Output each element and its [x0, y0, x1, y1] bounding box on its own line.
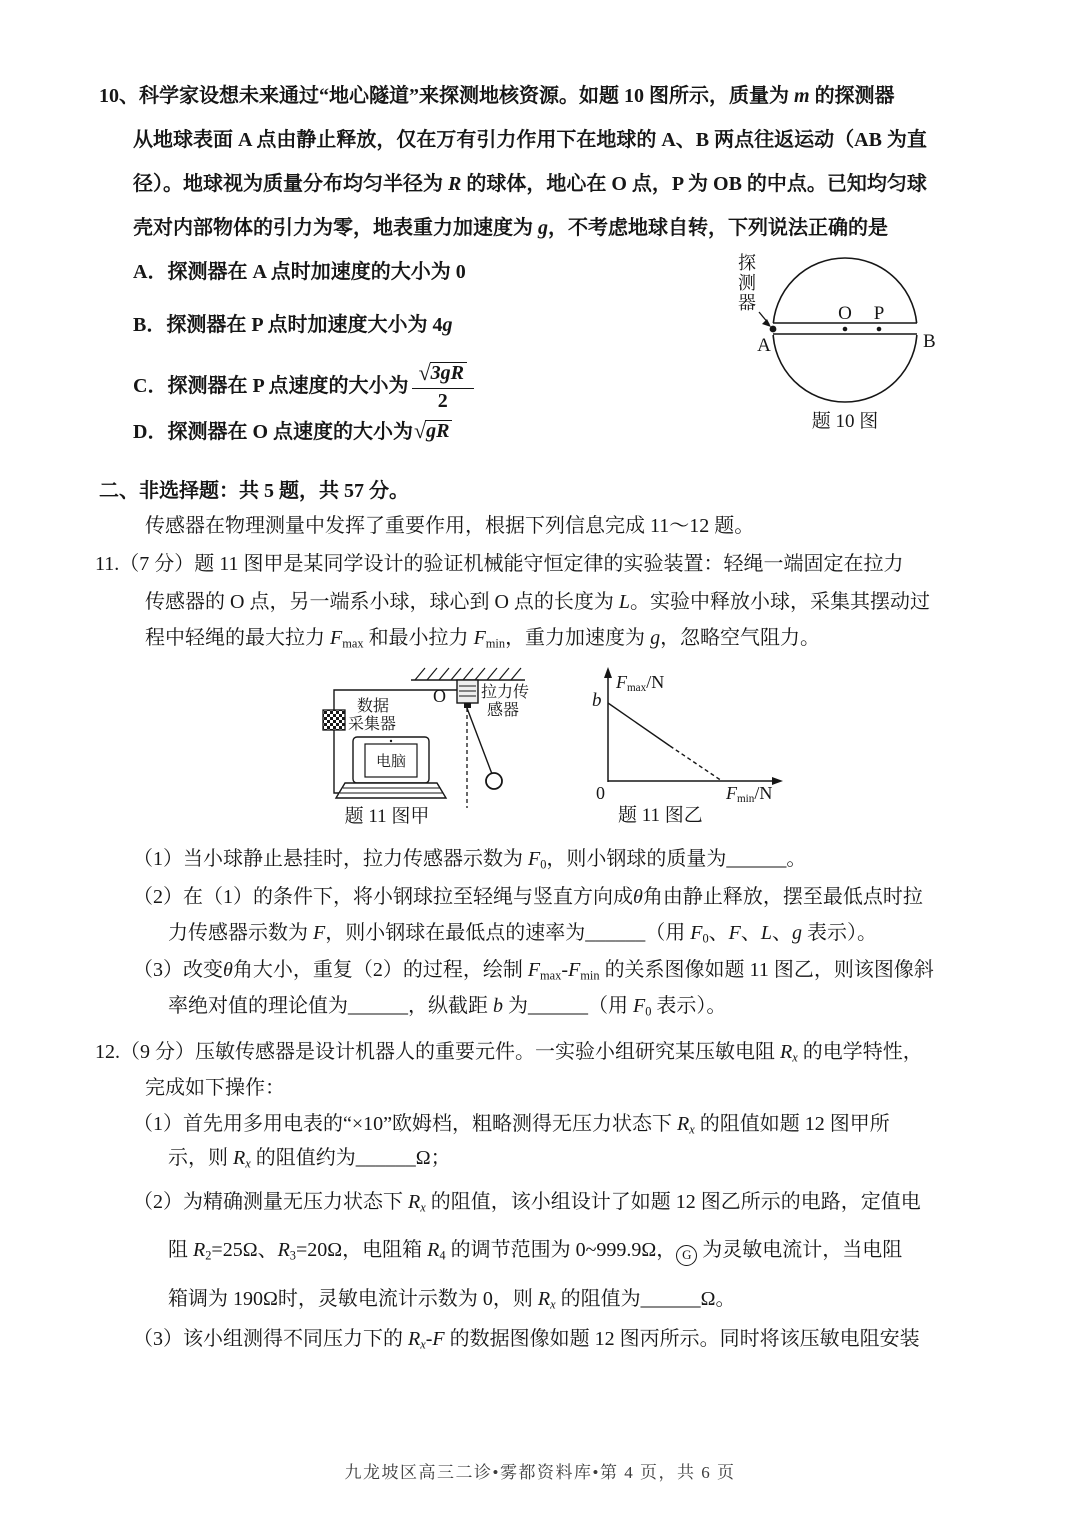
q12-stem-line1: 12.（9 分）压敏传感器是设计机器人的重要元件。一实验小组研究某压敏电阻 $R_x$ 的电学特性， — [95, 1041, 923, 1065]
label-logger-line1: 数据 — [357, 698, 390, 715]
q10-stem-line3: 径）。地球视为质量分布均匀半径为 R 的球体，地心在 O 点，P 为 OB 的中点。已知均匀球 — [133, 173, 927, 195]
point-o-dot — [843, 327, 848, 332]
q11-sub2-line2: 力传感器示数为 F，则小钢球在最低点的速率为______（用 $F_0$、F、L、g 表示）。 — [168, 922, 877, 946]
q11-sub2-line1: （2）在（1）的条件下，将小钢球拉至轻绳与竖直方向成θ角由静止释放，摆至最低点时拉 — [133, 886, 923, 908]
laptop-keyboard — [336, 783, 446, 798]
detector-label: 探测器 — [738, 253, 756, 313]
graph-intercept-b: b — [592, 690, 602, 711]
data-logger-box — [323, 710, 345, 730]
graph-ylabel: $F_{max}/N$ — [616, 672, 665, 695]
page-footer: 九龙坡区高三二诊•雾都资料库•第 4 页，共 6 页 — [344, 1463, 736, 1482]
q10-stem-line4: 壳对内部物体的引力为零，地表重力加速度为 g，不考虑地球自转，下列说法正确的是 — [133, 217, 888, 239]
section2-title-count: 共 5 题，共 57 分。 — [239, 480, 409, 502]
q10-stem-line1: 10、科学家设想未来通过“地心隧道”来探测地核资源。如题 10 图所示，质量为 m 的探测器 — [99, 85, 895, 107]
q10-figure-caption: 题 10 图 — [811, 411, 879, 432]
graph-origin: 0 — [596, 783, 605, 803]
section2-title — [99, 477, 409, 505]
q10-option-c: C．探测器在 P 点速度的大小为 √ 3gR 2 — [133, 362, 477, 413]
q11-figure-jia-caption: 题 11 图甲 — [344, 806, 430, 827]
q11-stem-line1: 11.（7 分）题 11 图甲是某同学设计的验证机械能守恒定律的实验装置：轻绳一端固定在拉力 — [95, 553, 904, 575]
graph-line-dashed — [670, 746, 722, 781]
q10-stem-line2: 从地球表面 A 点由静止释放，仅在万有引力作用下在地球的 A、B 两点往返运动（AB 为直 — [133, 129, 927, 151]
q12-sub1-line1: （1）首先用多用电表的“×10”欧姆档，粗略测得无压力状态下 $R_x$ 的阻值如题 12 图甲所 — [133, 1113, 890, 1137]
q12-sub2-line1: （2）为精确测量无压力状态下 $R_x$ 的阻值，该小组设计了如题 12 图乙所示的电路，定值电 — [133, 1191, 921, 1215]
laptop-camera-dot — [390, 740, 392, 742]
q11-figure-yi-graph — [588, 662, 793, 824]
q10-option-b: B．探测器在 P 点时加速度大小为 4g — [133, 314, 453, 336]
q11-sub1: （1）当小球静止悬挂时，拉力传感器示数为 $F_0$，则小钢球的质量为______。 — [133, 848, 807, 872]
q12-sub2-line2: 阻 $R_2=25\Omega$、$R_3=20\Omega$，电阻箱 $R_4$ 的调节范围为 0~999.9Ω， G 为灵敏电流计，当电阻 — [168, 1236, 902, 1266]
wire-logger-to-laptop — [334, 730, 339, 793]
q11-figure-yi-caption: 题 11 图乙 — [618, 805, 703, 826]
section2-intro: 传感器在物理测量中发挥了重要作用，根据下列信息完成 11～12 题。 — [145, 515, 755, 537]
q12-sub1-line2: 示，则 $R_x$ 的阻值约为______Ω； — [168, 1147, 451, 1171]
label-b: B — [923, 331, 936, 352]
q12-sub2-line3: 箱调为 190Ω时，灵敏电流计示数为 0，则 $R_x$ 的阻值为______Ω。 — [168, 1288, 736, 1312]
q10-option-d: D．探测器在 O 点速度的大小为 √ gR — [133, 418, 453, 446]
detector-arrow-head — [762, 319, 771, 327]
label-computer: 电脑 — [375, 754, 407, 770]
q11-sub3-line2: 率绝对值的理论值为______，纵截距 b 为______（用 $F_0$ 表示）。 — [168, 995, 727, 1019]
q12-sub3: （3）该小组测得不同压力下的 $R_x-F$ 的数据图像如题 12 图丙所示。同时将该压敏电阻安装 — [133, 1328, 920, 1352]
label-sensor-line2: 感器 — [487, 702, 520, 719]
label-sensor-line1: 拉力传 — [481, 684, 530, 701]
q11-stem-line2: 传感器的 O 点，另一端系小球，球心到 O 点的长度为 L。实验中释放小球，采集其摆动过 — [145, 591, 931, 613]
q11-figure-jia-apparatus — [315, 660, 565, 830]
label-o: O — [838, 303, 852, 324]
pendulum-ball — [486, 773, 502, 789]
label-point-o: O — [433, 686, 446, 706]
apparatus-drawing — [315, 660, 565, 830]
section2-title-lead: 二、非选择题： — [99, 480, 239, 502]
label-a: A — [757, 335, 771, 356]
label-p: P — [873, 303, 885, 324]
ceiling-hatching — [415, 668, 521, 680]
graph-line-solid — [608, 703, 670, 746]
q12-stem-line2: 完成如下操作： — [145, 1077, 285, 1099]
y-axis-arrow — [604, 667, 612, 678]
q11-sub3-line1: （3）改变θ角大小，重复（2）的过程，绘制 $F_{max}-F_{min}$ 的关系图像如题 11 图乙，则该图像斜 — [133, 959, 934, 983]
q11-stem-line3: 程中轻绳的最大拉力 $F_{max}$ 和最小拉力 $F_{min}$，重力加速度为 g，忽略空气阻力。 — [145, 627, 821, 651]
q10-option-a: A．探测器在 A 点时加速度的大小为 0 — [133, 261, 466, 283]
q10-figure-earth-tunnel — [726, 243, 992, 435]
point-p-dot — [877, 327, 882, 332]
sensor-hook — [464, 703, 471, 708]
label-logger-line2: 采集器 — [348, 716, 397, 733]
graph-xlabel: $F_{min}/N$ — [726, 783, 773, 806]
earth-tunnel-drawing — [726, 243, 992, 435]
x-axis-arrow — [772, 777, 783, 785]
